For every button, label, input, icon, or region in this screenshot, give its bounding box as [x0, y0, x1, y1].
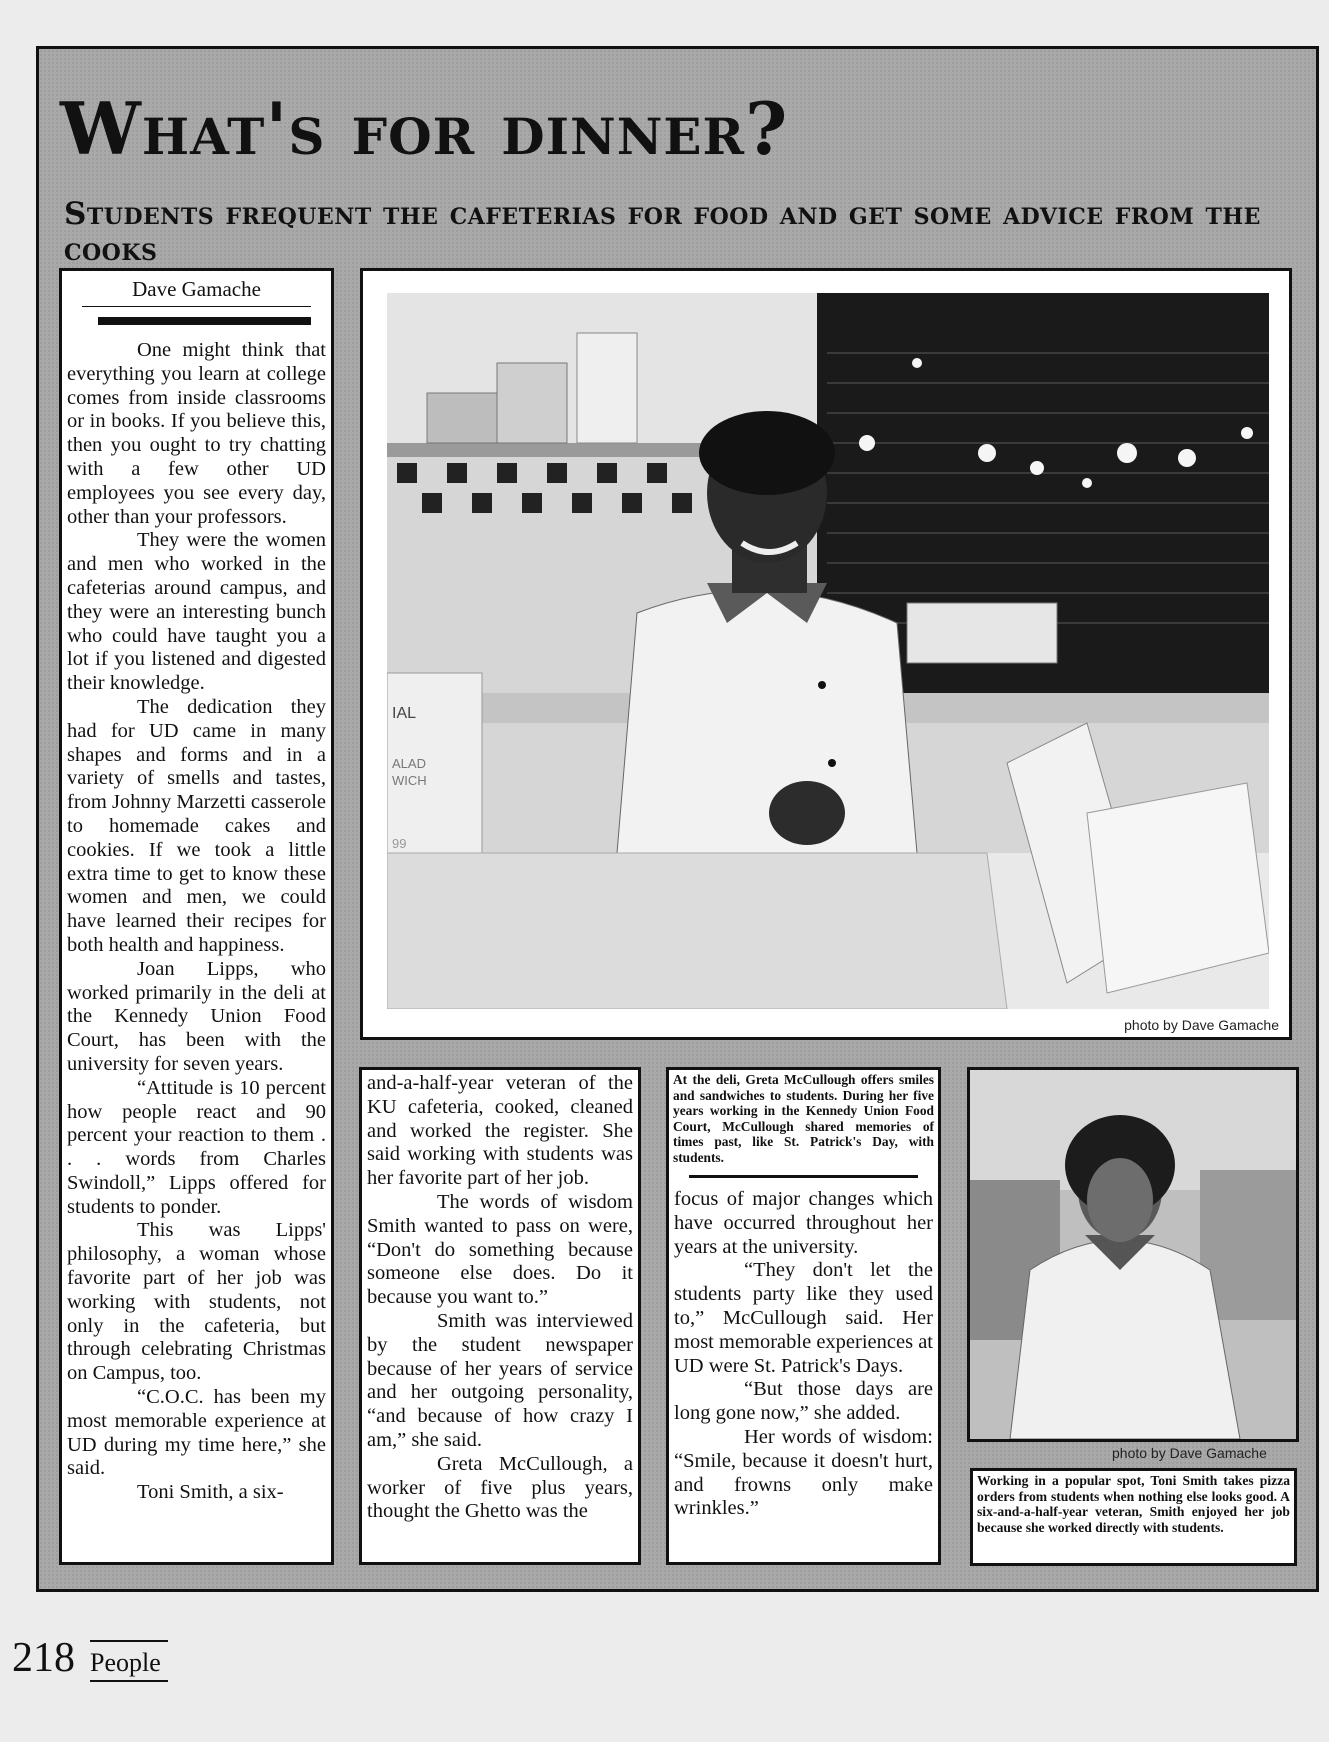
paragraph: “They don't let the students party like they used to,” McCullough said. Her most memorable experiences at UD were St. Patrick's Days.	[674, 1259, 933, 1377]
column-2-body	[362, 1070, 638, 1524]
paragraph: This was Lipps' philosophy, a woman whose favorite part of her job was working with students, not only in the cafeteria, but through celebrating Christmas on Campus, too.	[67, 1219, 326, 1385]
main-photo	[387, 293, 1269, 1009]
paragraph: The dedication they had for UD came in many shapes and forms and in a variety of smells and tastes, from Johnny Marzetti casserole to homemade cakes and cookies. If we took a little extra time to get to know these women and men, we could have learned their recipes for both health and happiness.	[67, 695, 327, 956]
byline-rule	[82, 306, 311, 307]
sign-text: ALAD	[392, 756, 426, 771]
byline: Dave Gamache	[132, 277, 261, 301]
sign-text: IAL	[392, 705, 417, 722]
paragraph: Toni Smith, a six-	[137, 1481, 284, 1504]
sign-text: WICH	[392, 773, 427, 788]
paragraph: They were the women and men who worked in the cafeterias around campus, and they were an interesting bunch who could have taught you a lot if you listened and digested their knowledge.	[67, 529, 326, 695]
text-column-3	[666, 1067, 941, 1565]
subheadline: Students frequent the cafeterias for food and get some advice from the cooks	[64, 196, 1261, 268]
paragraph: “Attitude is 10 percent how people react and 90 percent your reaction to them . . . words from Charles Swindoll,” Lipps offered for students to ponder.	[67, 1076, 326, 1218]
paragraph: and-a-half-year veteran of the KU cafeteria, cooked, cleaned and worked the register. She said working with students was her favorite part of her job.	[367, 1072, 633, 1190]
byline-bar	[98, 317, 311, 325]
section-rule	[90, 1680, 168, 1682]
paragraph: focus of major changes which have occurred throughout her years at the university.	[674, 1188, 933, 1258]
main-photo-frame	[360, 268, 1292, 1040]
headline: What's for dinner?	[60, 86, 789, 171]
caption-rule	[689, 1175, 918, 1178]
small-photo-frame	[967, 1067, 1299, 1442]
text-column-2	[359, 1067, 641, 1565]
column-1-body	[62, 339, 331, 1505]
section-label: People	[90, 1648, 161, 1677]
paragraph: Smith was interviewed by the student newspaper because of her years of service and her outgoing personality, “and because of how crazy I am,” she said.	[367, 1309, 633, 1451]
pizza-worker-photo	[970, 1070, 1296, 1439]
column-3-body	[669, 1188, 938, 1521]
cafeteria-worker-photo	[387, 293, 1269, 1009]
sign-text: 99	[392, 836, 407, 851]
section-rule	[90, 1640, 168, 1642]
text-column-1	[59, 268, 334, 1565]
paragraph: “But those days are long gone now,” she added.	[674, 1378, 933, 1425]
paragraph: Greta McCullough, a worker of five plus years, thought the Ghetto was the	[367, 1452, 633, 1523]
paragraph: The words of wisdom Smith wanted to pass on were, “Don't do something because someone else does. Do it because you want to.”	[367, 1190, 633, 1309]
paragraph: One might think that everything you learn at college comes from inside classrooms or in books. If you believe this, then you ought to try chatting with a few other UD employees you see every day, other than your professors.	[67, 339, 326, 528]
main-photo-caption: At the deli, Greta McCullough offers smiles and sandwiches to students. During her five years working in the Kennedy Union Food Court, McCullough shared memories of times past, like St. Patrick's Day, with students.	[673, 1072, 934, 1165]
paragraph: “C.O.C. has been my most memorable experience at UD during my time here,” she said.	[67, 1386, 326, 1480]
small-photo-caption: Working in a popular spot, Toni Smith takes pizza orders from students when nothing else looks good. A six-and-a-half-year veteran, Smith enjoyed her job because she worked directly with students.	[970, 1468, 1297, 1566]
photo-credit-small: photo by Dave Gamache	[1112, 1445, 1267, 1461]
paragraph: Joan Lipps, who worked primarily in the deli at the Kennedy Union Food Court, has been with the university for seven years.	[67, 957, 326, 1075]
paragraph: Her words of wisdom: “Smile, because it doesn't hurt, and frowns only make wrinkles.”	[674, 1425, 933, 1520]
page-number: 218	[12, 1635, 75, 1681]
photo-credit: photo by Dave Gamache	[1124, 1017, 1279, 1033]
